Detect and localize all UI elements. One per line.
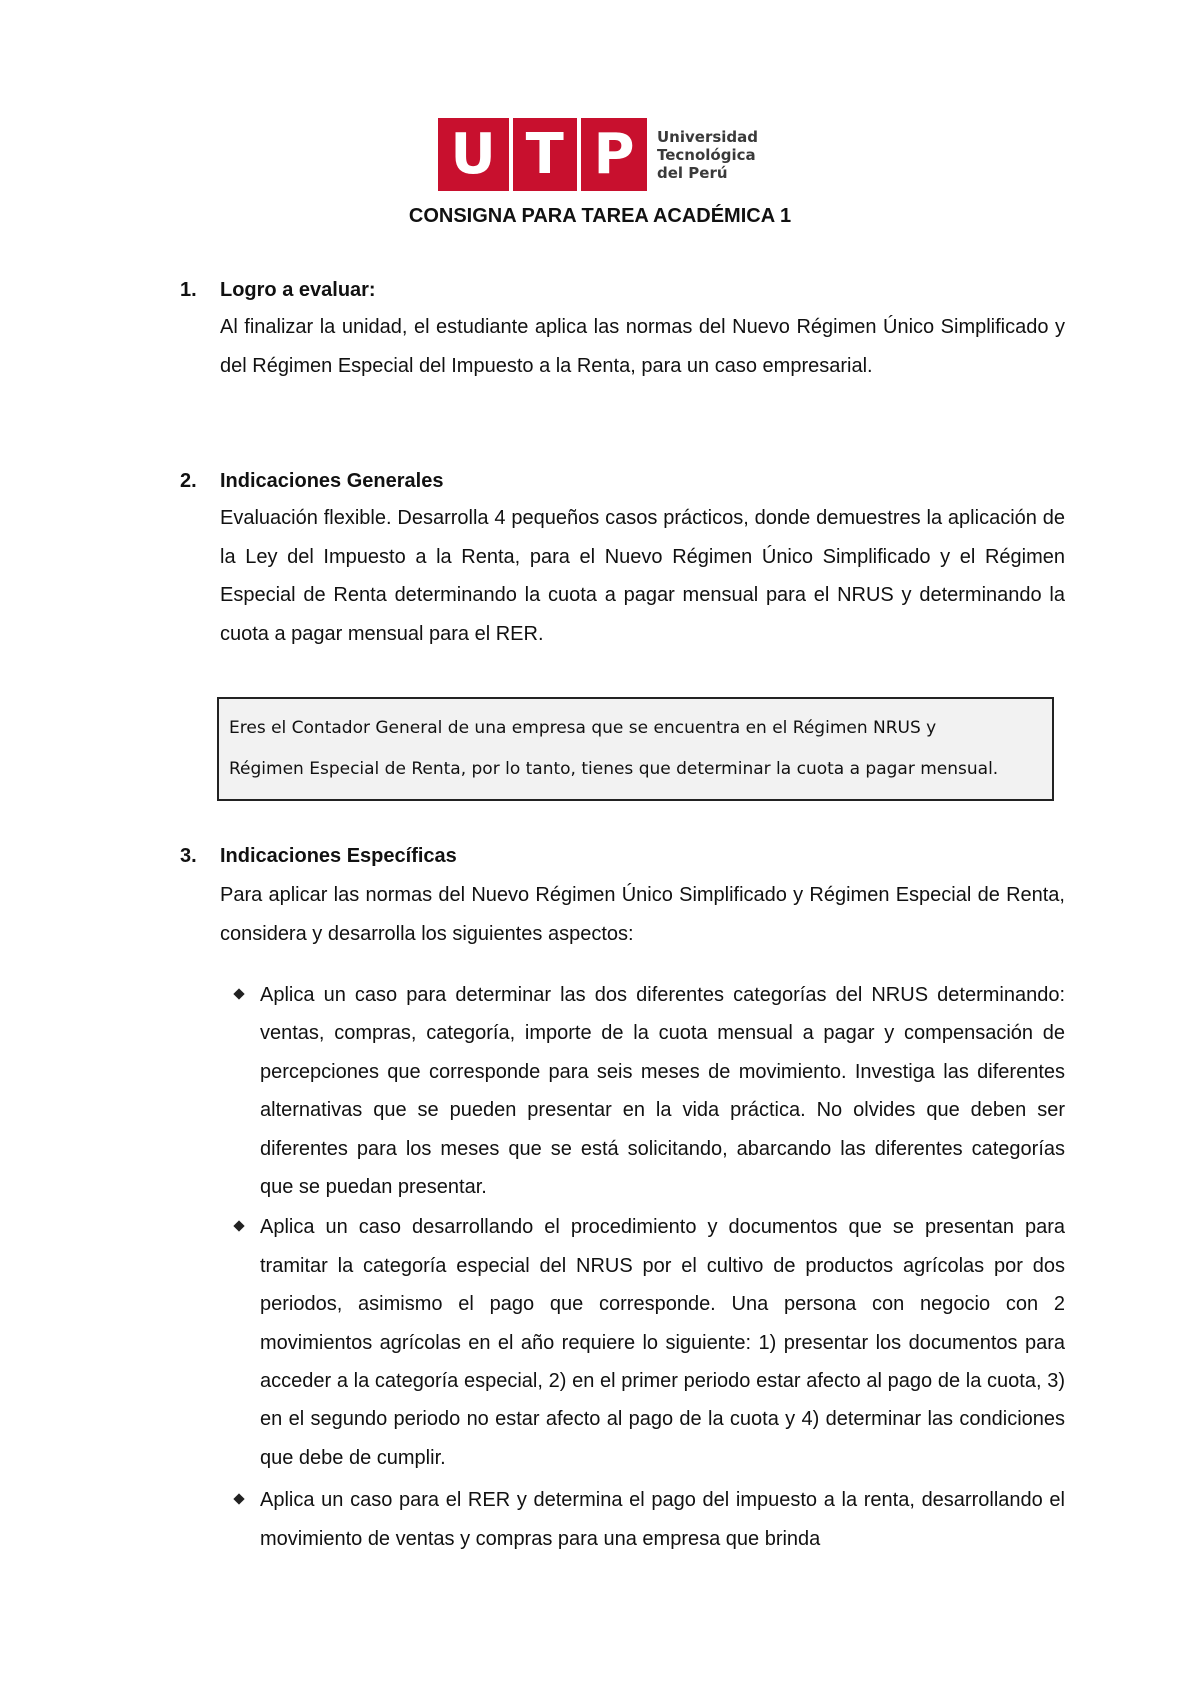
list-item <box>230 1208 1065 1477</box>
scenario-box <box>217 697 1054 801</box>
section-number: 2. <box>180 470 197 492</box>
logo-letter-t: T <box>525 122 564 187</box>
scenario-line-2: Régimen Especial de Renta, por lo tanto, tienes que determinar la cuota a pagar mensual. <box>229 759 999 779</box>
list-item-text: Aplica un caso para determinar las dos diferentes categorías del NRUS determinando: ventas, compras, categoría, importe de la cuota mensual a pagar y compensación de percepciones que corresponde para seis meses de movimiento. Investiga las diferentes alternativas que se pueden presentar en la vida práctica. No olvides que deben ser diferentes para los meses que se está solicitando, abarcando las diferentes categorías que se puedan presentar. <box>260 984 1065 1199</box>
scenario-line-1: Eres el Contador General de una empresa que se encuentra en el Régimen NRUS y <box>229 718 937 738</box>
list-item <box>230 1481 1065 1558</box>
section-indicaciones-especificas <box>180 842 1065 953</box>
document-title: CONSIGNA PARA TAREA ACADÉMICA 1 <box>408 205 792 227</box>
utp-logo-mark <box>438 118 647 191</box>
logo-letter-p: P <box>593 122 635 187</box>
diamond-bullet-icon <box>233 1494 244 1505</box>
section-heading: Indicaciones Específicas <box>220 845 457 867</box>
utp-logo-text <box>657 128 758 182</box>
diamond-bullet-icon <box>233 988 244 999</box>
logo-line-1: Universidad <box>657 127 759 146</box>
utp-logo <box>438 118 758 191</box>
list-item-text: Aplica un caso para el RER y determina el pago del impuesto a la renta, desarrollando el movimiento de ventas y compras para una empresa que brinda <box>260 1489 1065 1550</box>
list-item <box>230 976 1065 1206</box>
section-heading: Logro a evaluar: <box>220 279 376 301</box>
section-logro <box>180 276 1065 385</box>
section-heading: Indicaciones Generales <box>220 470 444 492</box>
logo-line-2: Tecnológica <box>657 145 756 164</box>
section-paragraph: Para aplicar las normas del Nuevo Régimen Único Simplificado y Régimen Especial de Renta, considera y desarrolla los siguientes aspectos: <box>220 884 1065 945</box>
logo-letter-u: U <box>450 122 496 187</box>
list-item-text: Aplica un caso desarrollando el procedimiento y documentos que se presentan para tramitar la categoría especial del NRUS por el cultivo de productos agrícolas por dos periodos, asimismo el pago que corresponde. Una persona con negocio con 2 movimientos agrícolas en el año requiere lo siguiente: 1) presentar los documentos para acceder a la categoría especial, 2) en el primer periodo estar afecto al pago de la cuota, 3) en el segundo periodo no estar afecto al pago de la cuota y 4) determinar las condiciones que debe de cumplir. <box>260 1216 1065 1469</box>
section-paragraph: Evaluación flexible. Desarrolla 4 pequeños casos prácticos, donde demuestres la aplicación de la Ley del Impuesto a la Renta, para el Nuevo Régimen Único Simplificado y el Régimen Especial de Renta determinando la cuota a pagar mensual para el NRUS y determinando la cuota a pagar mensual para el RER. <box>220 507 1065 645</box>
diamond-bullet-icon <box>233 1221 244 1232</box>
section-number: 3. <box>180 845 197 867</box>
section-paragraph: Al finalizar la unidad, el estudiante aplica las normas del Nuevo Régimen Único Simplificado y del Régimen Especial del Impuesto a la Renta, para un caso empresarial. <box>220 316 1065 377</box>
section-indicaciones-generales <box>180 467 1065 653</box>
logo-line-3: del Perú <box>657 163 728 182</box>
bullet-list <box>230 976 1065 1558</box>
section-number: 1. <box>180 279 197 301</box>
